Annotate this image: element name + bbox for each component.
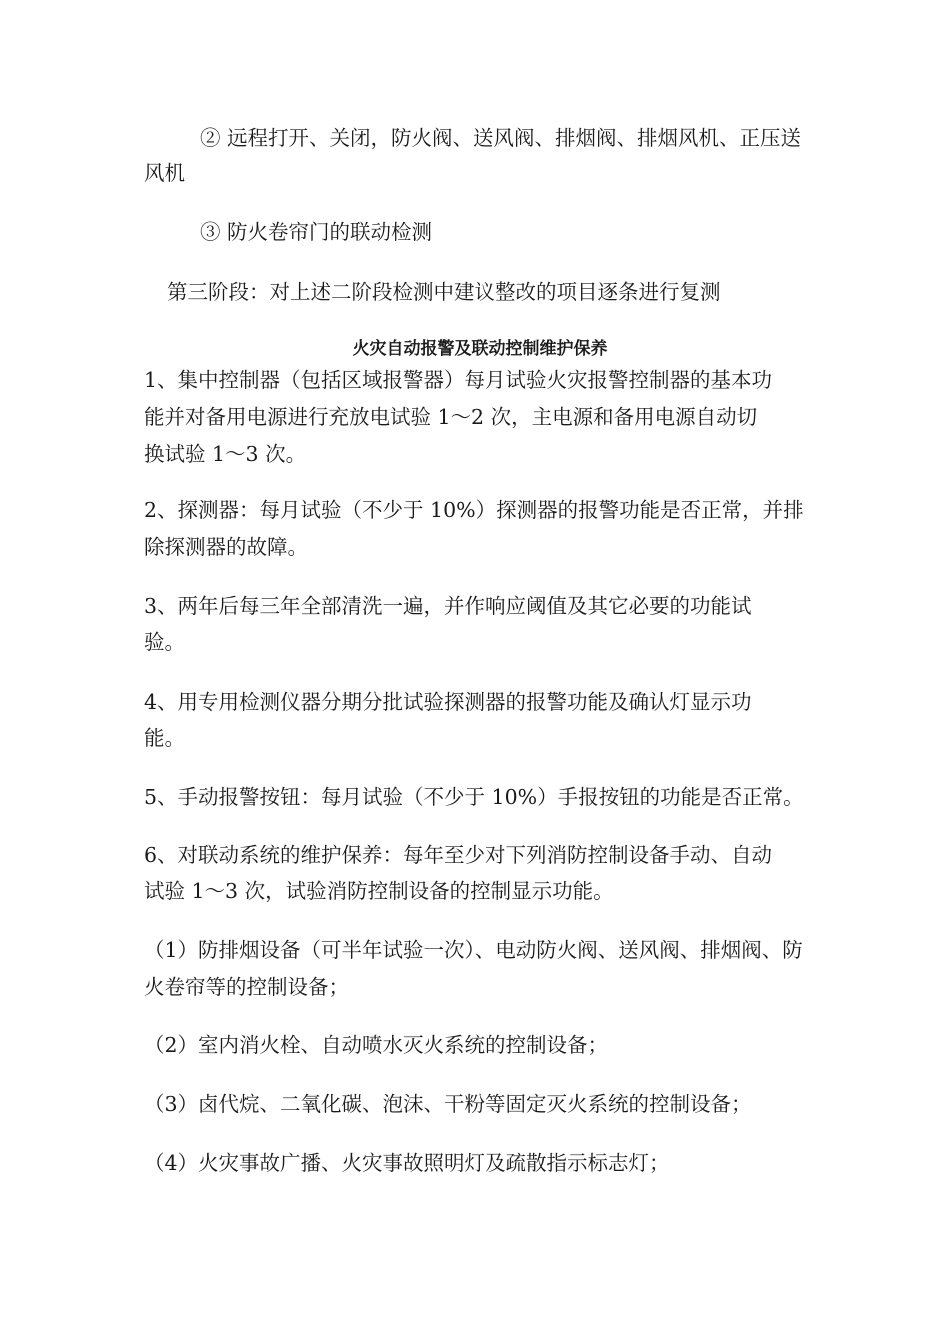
item-2-line-1: ② 远程打开、关闭，防火阀、送风阀、排烟阀、排烟风机、正压送 [200, 126, 802, 150]
item-2-line-2: 风机 [144, 161, 185, 185]
para-1-line-2: 能并对备用电源进行充放电试验 1～2 次，主电源和备用电源自动切 [144, 405, 758, 429]
para-4-line-1: 4、用专用检测仪器分期分批试验探测器的报警功能及确认灯显示功 [144, 690, 752, 714]
para-4-line-2: 能。 [144, 726, 185, 750]
section-title: 火灾自动报警及联动控制维护保养 [352, 339, 608, 359]
para-7-line-1: （1）防排烟设备（可半年试验一次）、电动防火阀、送风阀、排烟阀、防 [144, 938, 803, 962]
para-3-line-1: 3、两年后每三年全部清洗一遍，并作响应阈值及其它必要的功能试 [144, 594, 752, 618]
para-8-line-1: （2）室内消火栓、自动喷水灭火系统的控制设备； [144, 1033, 609, 1057]
para-3-line-2: 验。 [144, 630, 185, 654]
para-2-line-2: 除探测器的故障。 [144, 535, 308, 559]
item-3-line: ③ 防火卷帘门的联动检测 [200, 220, 433, 244]
para-6-line-2: 试验 1～3 次，试验消防控制设备的控制显示功能。 [144, 879, 614, 903]
para-9-line-1: （3）卤代烷、二氧化碳、泡沫、干粉等固定灭火系统的控制设备； [144, 1092, 752, 1116]
stage-three-line: 第三阶段：对上述二阶段检测中建议整改的项目逐条进行复测 [167, 280, 721, 304]
para-5-line-1: 5、手动报警按钮：每月试验（不少于 10%）手报按钮的功能是否正常。 [144, 785, 804, 809]
para-10-line-1: （4）火灾事故广播、火灾事故照明灯及疏散指示标志灯； [144, 1151, 670, 1175]
para-1-line-3: 换试验 1～3 次。 [144, 442, 307, 466]
para-6-line-1: 6、对联动系统的维护保养：每年至少对下列消防控制设备手动、自动 [144, 843, 773, 867]
para-2-line-1: 2、探测器：每月试验（不少于 10%）探测器的报警功能是否正常，并排 [144, 498, 804, 522]
para-7-line-2: 火卷帘等的控制设备； [144, 975, 349, 999]
para-1-line-1: 1、集中控制器（包括区域报警器）每月试验火灾报警控制器的基本功 [144, 368, 773, 392]
